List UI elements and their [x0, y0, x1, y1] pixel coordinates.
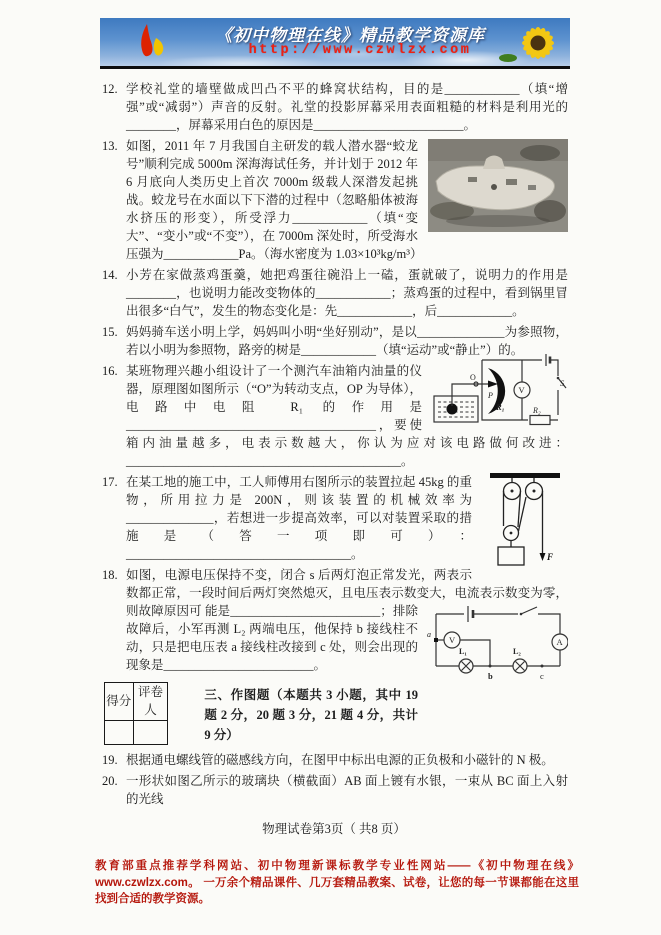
voltmeter-label: V: [449, 635, 456, 645]
question-number: 16.: [102, 364, 118, 378]
question-19: [100, 751, 568, 769]
question-text: 学校礼堂的墙壁做成凹凸不平的蜂窝状结构，目的是____________（填“增强”或“减弱”）声音的反射。礼堂的投影屏幕采用表面粗糙的材料是利用光的________，屏幕采用白色的原因是________________________。: [126, 82, 568, 132]
switch-label: S: [560, 378, 565, 388]
question-text: 妈妈骑车送小明上学，妈妈叫小明“坐好别动”，是以______________为参照物，若以小明为参照物，路旁的树是____________（填“运动”或“静止”）的。: [126, 325, 568, 357]
question-number: 14.: [102, 268, 118, 282]
grader-cell-empty: [133, 720, 168, 744]
question-text: 一形状如图乙所示的玻璃块（横截面）AB 面上镀有水银，一束从 BC 面上入射的光线: [126, 774, 568, 806]
lamp-l2-label: L₂: [513, 647, 521, 656]
grader-label: 评卷人: [133, 683, 168, 721]
ammeter-label: A: [556, 637, 563, 647]
banner-divider: [100, 66, 570, 69]
score-box: [104, 682, 168, 745]
label-pivot-o: O: [470, 373, 476, 382]
banner-url: http://www.czwlzx.com: [248, 43, 472, 58]
question-number: 19.: [102, 753, 118, 767]
exam-body: [100, 80, 568, 838]
question-17: [100, 473, 568, 563]
question-16: [100, 362, 568, 470]
question-text: 如图，电源电压保持不变，闭合 s 后两灯泡正常发光，两表示数都正常，一段时间后两灯突然熄灭，且电压表示数变大，电流表示数变为零，则故障原因可: [126, 568, 568, 618]
banner-title: 《初中物理在线》精品教学资源库: [215, 26, 485, 45]
question-text: 根据通电螺线管的磁感线方向，在图甲中标出电源的正负极和小磁针的 N 极。: [126, 753, 554, 767]
question-number: 20.: [102, 774, 118, 788]
question-number: 12.: [102, 82, 118, 96]
page-number: 物理试卷第3页（ 共8 页）: [262, 822, 406, 836]
jiaolong-submersible-photo: [428, 139, 568, 232]
promo-footer-text: 教育部重点推荐学科网站、初中物理新课标教学专业性网站——《初中物理在线》www.czwlzx.com。 一万余个精品课件、几万套精品教案、试卷，让您的每一节课都能在这里找到合适的教学资源。: [95, 860, 579, 905]
sunflower-icon: [498, 24, 560, 69]
question-13: [100, 137, 568, 263]
force-label: F: [547, 552, 554, 562]
site-logo-icon: [134, 22, 168, 67]
question-18: [100, 566, 568, 681]
section-3-title: 三、作图题（本题共 3 小题，其中 19 题 2 分，20 题 3 分，21 题 4 分，共计 9 分）: [204, 688, 418, 742]
question-text: 小芳在家做蒸鸡蛋羹，她把鸡蛋往碗沿上一磕，蛋就破了，说明力的作用是________，也说明力能改变物体的____________；蒸鸡蛋的过程中，看到锅里冒出很多“白气”，发生的物态变化是：先____________，后____________。: [126, 268, 568, 318]
question-text: 能是________________________；排除故障后，小军再测 L₂ 两端电压，他保持 b 接线柱不动，只是把电压表 a 接线柱改接到 c 处，则会出现的现象是________________________。: [126, 604, 418, 672]
lamps-circuit-diagram: [426, 604, 568, 686]
terminal-c-label: c: [540, 671, 544, 681]
terminal-a-label: a: [427, 630, 431, 639]
question-number: 17.: [102, 475, 118, 489]
label-resistor-r1: R₁: [496, 402, 505, 412]
label-pointer-p: P: [488, 391, 493, 400]
question-text: 某班物理兴趣小组设计了一个测汽车油箱内油量的仪器，原理图如图所示（“O”为转动支点，OP 为导体），电路中电阻 R₁ 的作用是________________________________________，要使箱内油量越多，电表示数越大，你认为应对该电路做何改进：____________________________________________。: [126, 364, 568, 468]
lamp-l1-label: L₁: [459, 647, 467, 656]
question-20: [100, 772, 568, 808]
question-number: 15.: [102, 325, 118, 339]
pulley-system-diagram: [482, 471, 568, 571]
section-3-header: [104, 682, 418, 745]
voltmeter-label: V: [518, 385, 525, 395]
question-number: 18.: [102, 568, 118, 582]
question-14: [100, 266, 568, 320]
question-number: 13.: [102, 139, 118, 153]
question-text: 在某工地的施工中，工人师傅用右图所示的装置拉起 45kg 的重物，所用拉力是 200N，则该装置的机械效率为______________，若想进一步提高效率，可以对装置采取的措施是（答一项即可）：____________________________________。: [126, 475, 472, 561]
site-banner: [100, 18, 570, 66]
question-12: [100, 80, 568, 134]
terminal-b-label: b: [488, 671, 493, 681]
label-resistor-r2: R₂: [533, 406, 541, 415]
fuel-gauge-circuit-diagram: [430, 354, 568, 426]
score-label: 得分: [105, 683, 134, 721]
score-cell-empty: [105, 720, 134, 744]
question-text: 如图，2011 年 7 月我国自主研发的载人潜水器“蛟龙号”顺利完成 5000m 深海海试任务，并计划于 2012 年 6 月底向人类历史上首次 7000m 级载人深潜发起挑战。蛟龙号在水面以下下潜的过程中（忽略船体被海水挤压的形变），所受浮力____________（填“变大”、“变小”或“不变”），在 7000m 深处时，所受海水压强为____________Pa。（海水密度为 1.03×10³kg/m³）: [126, 139, 423, 261]
